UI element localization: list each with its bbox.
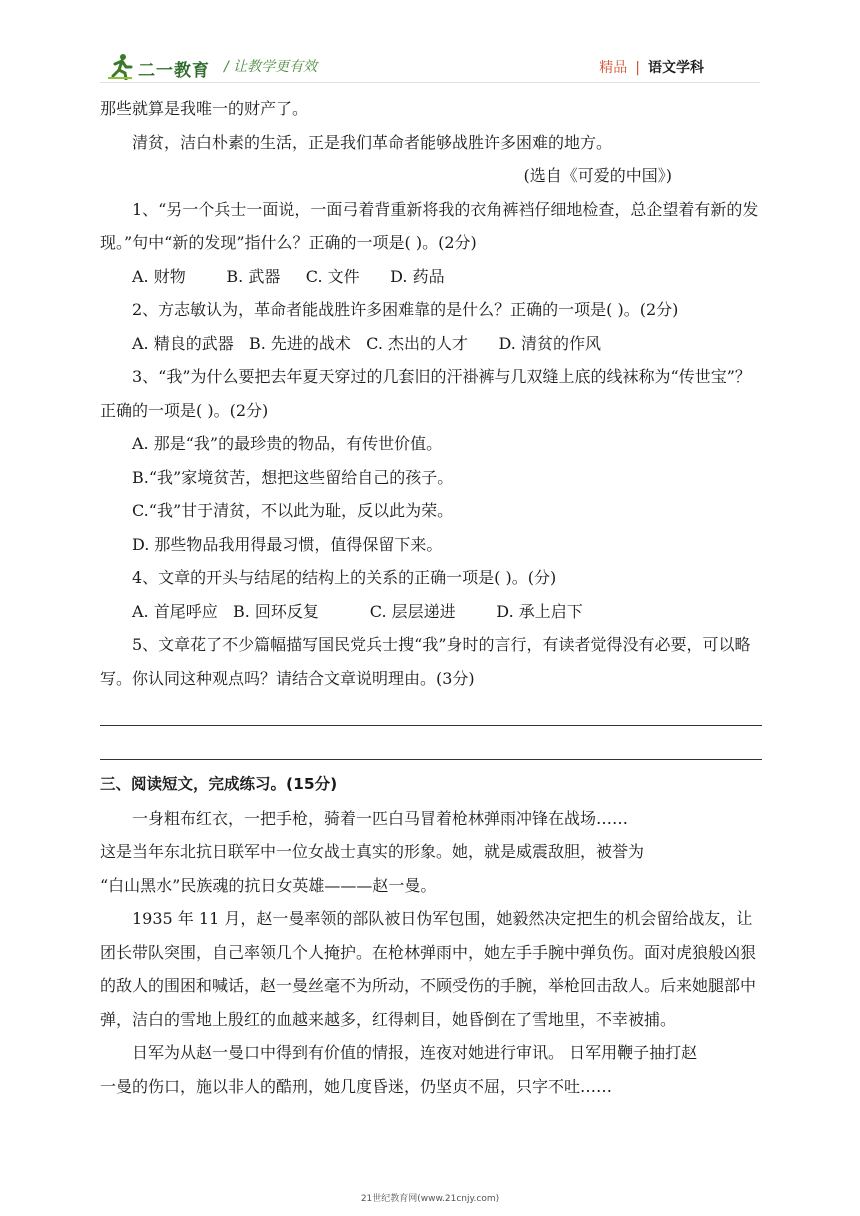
question-options: A. 精良的武器 B. 先进的战术 C. 杰出的人才 D. 清贫的作风 xyxy=(132,333,601,353)
page-footer: 21世纪教育网(www.21cnjy.com) xyxy=(360,1194,500,1204)
question-stem: 1、“另一个兵士一面说，一面弓着背重新将我的衣角裤裆仔细地检查，总企望着有新的发现。”句中“新的发现”指什么？正确的一项是( )。(2分) xyxy=(100,199,759,252)
tag-separator: | xyxy=(635,60,640,76)
question-option: D. 那些物品我用得最习惯，值得保留下来。 xyxy=(132,534,443,554)
paragraph: 一曼的伤口，施以非人的酷刑，她几度昏迷，仍坚贞不屈，只字不吐…… xyxy=(100,1076,613,1096)
page-header xyxy=(100,48,760,84)
header-subject-tag xyxy=(599,57,704,77)
logo-text: 二一教育 xyxy=(138,61,210,81)
question-stem: 2、方志敏认为，革命者能战胜许多困难靠的是什么？正确的一项是( )。(2分) xyxy=(132,300,679,319)
question-options: A. 首尾呼应 B. 回环反复 C. 层层递进 D. 承上启下 xyxy=(132,601,583,621)
question-option: A. 那是“我”的最珍贵的物品，有传世价值。 xyxy=(132,434,443,453)
paragraph: 日军为从赵一曼口中得到有价值的情报，连夜对她进行审讯。 日军用鞭子抽打赵 xyxy=(132,1043,698,1062)
header-slogan: / 让教学更有效 xyxy=(224,59,318,75)
question-stem: 5、文章花了不少篇幅描写国民党兵士搜“我”身时的言行，有读者觉得没有必要，可以略写。你认同这种观点吗？请结合文章说明理由。(3分) xyxy=(100,635,751,688)
question-stem: 3、“我”为什么要把去年夏天穿过的几套旧的汗褂裤与几双缝上底的线袜称为“传世宝”？正确的一项是( )。(2分) xyxy=(100,367,751,420)
paragraph: 这是当年东北抗日联军中一位女战士真实的形象。她，就是威震敌胆，被誉为 xyxy=(100,842,645,861)
question-options: A. 财物 B. 武器 C. 文件 D. 药品 xyxy=(132,266,445,286)
question-option: C.“我”甘于清贫，不以此为耻，反以此为荣。 xyxy=(132,501,454,520)
question-option: B.“我”家境贫苦，想把这些留给自己的孩子。 xyxy=(132,467,454,487)
paragraph: “白山黑水”民族魂的抗日女英雄———赵一曼。 xyxy=(100,875,437,895)
tag-premium: 精品 xyxy=(599,60,628,76)
paragraph: 一身粗布红衣，一把手枪，骑着一匹白马冒着枪林弹雨冲锋在战场…… xyxy=(132,808,629,828)
paragraph: 那些就算是我唯一的财产了。 xyxy=(100,99,309,118)
question-stem: 4、文章的开头与结尾的结构上的关系的正确一项是( )。(分) xyxy=(132,568,557,587)
paragraph: 1935 年 11 月，赵一曼率领的部队被日伪军包围，她毅然决定把生的机会留给战友，让团长带队突围，自己率领几个人掩护。在枪林弹雨中，她左手手腕中弹负伤。面对虎狼般凶狠的敌人的围困和喊话，赵一曼丝毫不为所动，不顾受伤的手腕，举枪回击敌人。后来她腿部中弹，洁白的雪地上殷红的血越来越多，红得刺目，她昏倒在了雪地里，不幸被捕。 xyxy=(100,909,757,1029)
source-citation: (选自《可爱的中国》) xyxy=(523,166,672,185)
runner-logo-icon xyxy=(106,52,134,80)
header-divider xyxy=(100,82,760,83)
document-body xyxy=(100,92,762,1103)
paragraph: 清贫，洁白朴素的生活，正是我们革命者能够战胜许多困难的地方。 xyxy=(132,132,613,152)
section-heading: 三、阅读短文，完成练习。(15分) xyxy=(100,775,338,793)
tag-subject: 语文学科 xyxy=(648,60,704,76)
